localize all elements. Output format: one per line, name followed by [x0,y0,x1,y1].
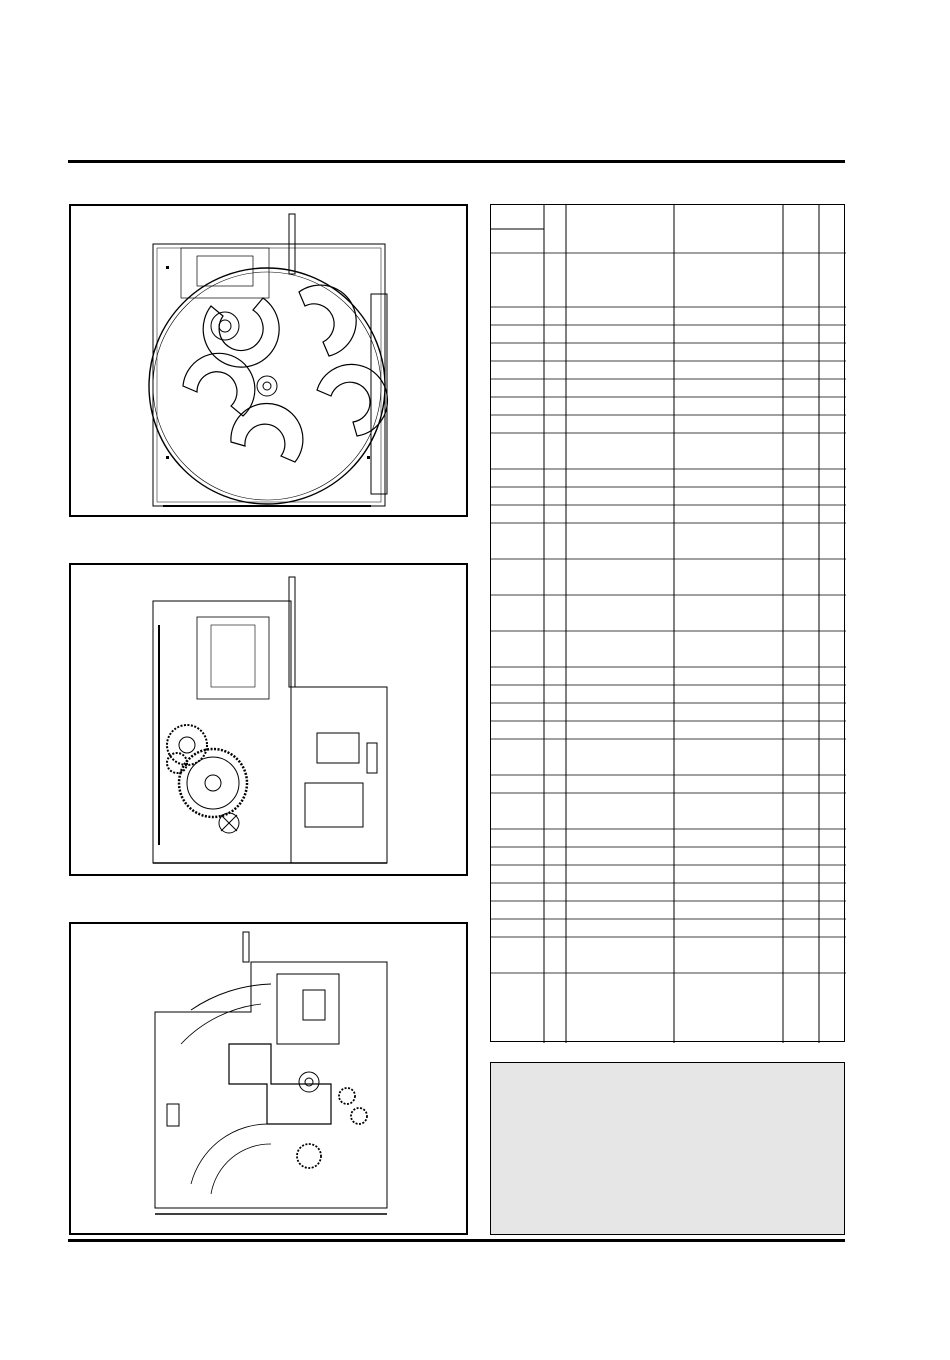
carousel-tray-drawing [71,206,470,519]
gear-mechanism-drawing [71,565,470,878]
figure-carousel-tray [69,204,468,517]
parts-table-grid [491,205,846,1043]
figure-gear-mechanism [69,563,468,876]
footer-rule [68,1239,845,1242]
figure-loader-assembly [69,922,468,1235]
loader-assembly-drawing [71,924,470,1237]
note-box [490,1062,845,1235]
header-rule [68,160,845,163]
parts-table [490,204,845,1042]
